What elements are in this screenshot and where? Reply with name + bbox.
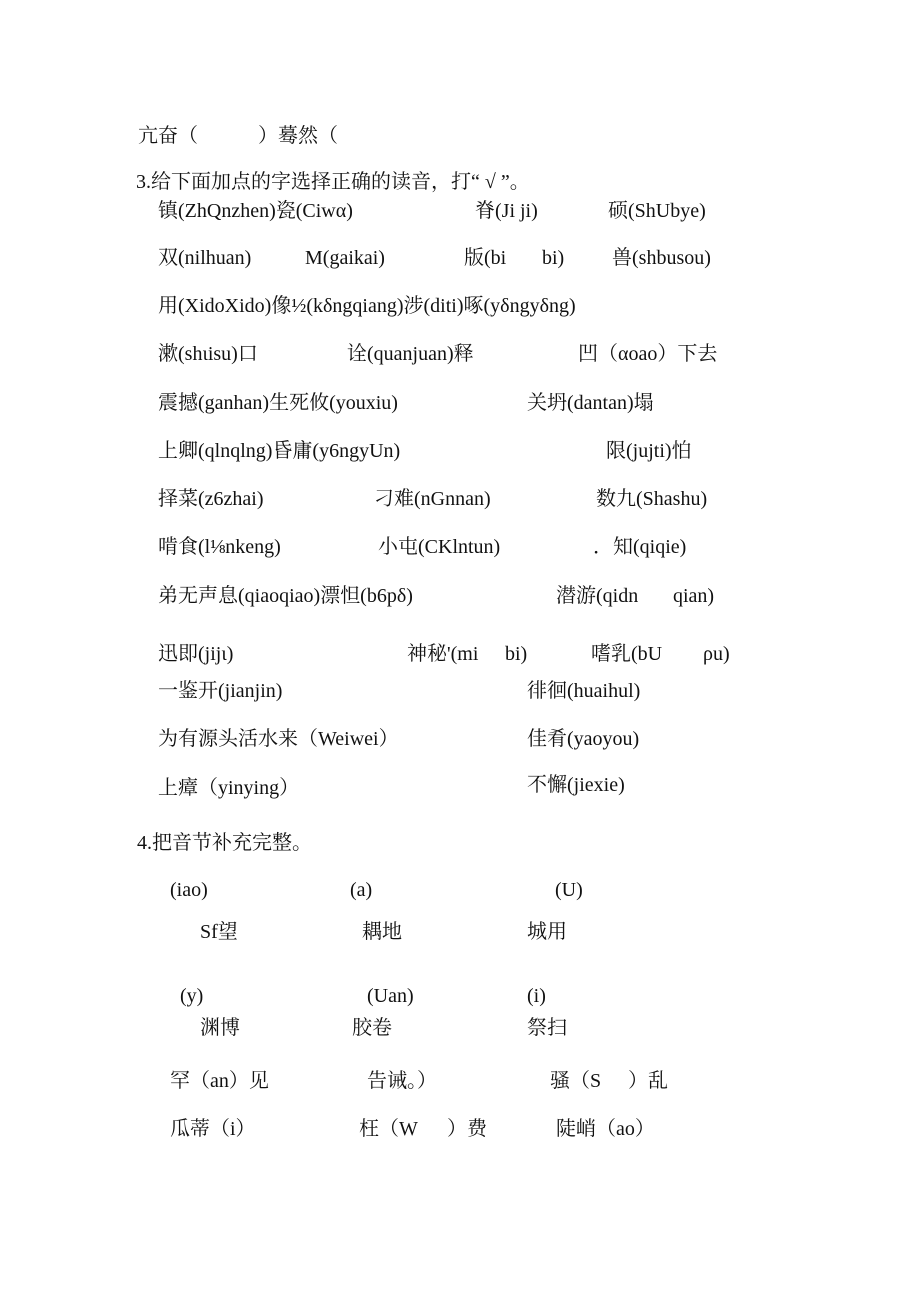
- q3-item: 震撼(ganhan)生死攸(youxiu): [158, 392, 398, 414]
- q3-item: 佳肴(yaoyou): [527, 728, 640, 750]
- q3-item: 用(XidoXido)像½(kδngqiang)涉(diti)啄(yδngyδng): [158, 295, 576, 317]
- q3-item: 迅即(jijι): [158, 643, 234, 665]
- q3-item: 数九(Shashu): [596, 488, 708, 510]
- q3-item: 版(bi: [464, 247, 507, 269]
- q3-item: 一鉴开(jianjin): [158, 680, 283, 702]
- q3-item: 徘徊(huaihul): [527, 680, 641, 702]
- q4-word: 城用: [527, 921, 567, 943]
- q4-word: 祭扫: [527, 1017, 567, 1039]
- q4-syllable: (a): [350, 879, 373, 901]
- q4-item: 瓜蒂（i）: [170, 1118, 256, 1140]
- q4-syllable: (Uan): [367, 985, 414, 1007]
- q3-item: bi): [542, 247, 565, 269]
- q3-item: 刁难(nGnnan): [374, 488, 491, 510]
- q4-word: 耦地: [362, 921, 402, 943]
- q3-heading: 3.给下面加点的字选择正确的读音，打“ √ ”。: [136, 171, 530, 193]
- top-line-text-1: 亢奋（: [138, 125, 198, 147]
- q3-item: 神秘'(mi: [407, 643, 479, 665]
- q4-item: 枉（W: [359, 1118, 418, 1140]
- q3-item: 漱(shιisu)口: [158, 343, 258, 365]
- q4-syllable: (iao): [170, 879, 208, 901]
- q3-item: 关坍(dantan)塌: [527, 392, 654, 414]
- q3-item: 双(nilhuan): [158, 247, 252, 269]
- q3-item: 限(jujti)怕: [606, 440, 692, 462]
- q3-item: ρu): [703, 643, 730, 665]
- q3-item: 兽(shbusou): [612, 247, 711, 269]
- q4-item: ）乱: [628, 1070, 668, 1092]
- q3-item: 嗜乳(bU: [591, 643, 663, 665]
- q3-item: 硕(ShUbye): [608, 200, 706, 222]
- q3-item: bi): [505, 643, 528, 665]
- q3-item: 弟无声息(qiaoqiao)漂怛(b6pδ): [158, 585, 413, 607]
- q3-item: 上卿(qlnqlng)昏庸(y6ngyUn): [158, 440, 401, 462]
- q3-item: 上瘴（yinying）: [158, 777, 300, 799]
- q4-word: 胶卷: [352, 1017, 392, 1039]
- q4-item: 骚（S: [550, 1070, 602, 1092]
- q3-item: 啃食(l⅛nkeng): [158, 536, 281, 558]
- q4-item: 陡峭（ao）: [556, 1118, 655, 1140]
- q3-item: 潜游(qidn: [556, 585, 639, 607]
- q3-item: ．知(qiqie): [593, 536, 687, 558]
- q3-item: 脊(Ji ji): [475, 200, 538, 222]
- q3-item: 凹（αoao）下去: [578, 343, 718, 365]
- q3-item: 不懈(jiexie): [527, 774, 625, 796]
- q3-item: 小屯(CKlntun): [378, 536, 501, 558]
- q4-syllable: (y): [180, 985, 204, 1007]
- q4-syllable: (U): [555, 879, 583, 901]
- q3-item: qian): [673, 585, 715, 607]
- q3-item: 诠(quanjuan)释: [347, 343, 474, 365]
- q4-word: Sf望: [200, 921, 238, 943]
- q4-item: 罕（an）见: [170, 1070, 269, 1092]
- top-line-text-2: ）蓦然（: [258, 125, 338, 147]
- q4-heading: 4.把音节补充完整。: [137, 832, 312, 854]
- q3-item: 为有源头活水来（Weiwei）: [158, 728, 399, 750]
- q4-item: ）费: [447, 1118, 487, 1140]
- q3-item: 镇(ZhQnzhen)瓷(Ciwα): [158, 200, 353, 222]
- q4-item: 告诫。）: [367, 1070, 437, 1092]
- q4-syllable: (i): [527, 985, 546, 1007]
- q3-item: M(gaikai): [305, 247, 385, 269]
- q4-word: 渊博: [200, 1017, 240, 1039]
- q3-item: 择菜(z6zhai): [158, 488, 264, 510]
